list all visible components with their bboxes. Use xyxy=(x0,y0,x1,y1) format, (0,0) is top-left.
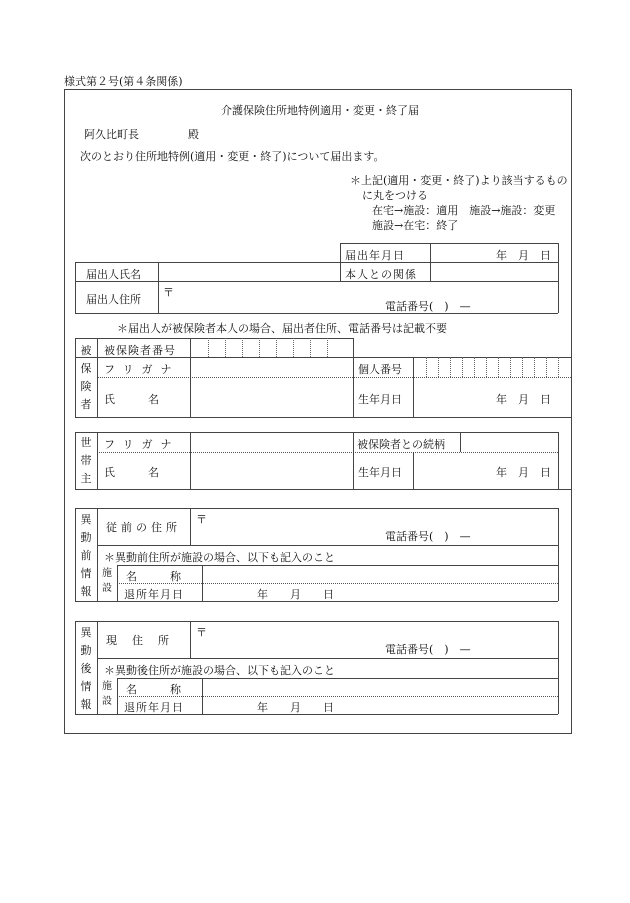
insured-number-field[interactable] xyxy=(192,340,352,356)
householder-side-char: 主 xyxy=(80,472,92,485)
after-facility-name-label: 名 称 xyxy=(126,683,181,696)
after-move-side-label xyxy=(79,624,93,714)
insured-name-field[interactable] xyxy=(192,379,352,415)
applicant-name-field[interactable] xyxy=(160,264,338,280)
insured-side-char: 被 xyxy=(80,344,92,357)
before-move-side-label xyxy=(79,511,93,601)
honorific: 殿 xyxy=(188,128,199,141)
previous-address-label: 従前の住所 xyxy=(106,521,181,534)
insured-birthdate-field[interactable]: 年 月 日 xyxy=(496,393,551,406)
submit-date-field[interactable]: 年 月 日 xyxy=(496,249,551,262)
before-leave-date-label: 退所年月日 xyxy=(124,588,184,601)
after-leave-date-field[interactable]: 年 月 日 xyxy=(257,701,334,714)
after-side-char: 情 xyxy=(80,680,92,693)
householder-relation-label: 被保険者との続柄 xyxy=(357,438,445,451)
householder-furigana-field[interactable] xyxy=(192,434,352,450)
postal-mark: 〒 xyxy=(163,286,174,299)
householder-name-field[interactable] xyxy=(192,454,352,487)
after-facility-label xyxy=(100,679,114,709)
addressee: 阿久比町長 xyxy=(84,128,139,141)
applicant-phone[interactable]: 電話番号( ) — xyxy=(385,300,471,313)
after-phone[interactable]: 電話番号( ) — xyxy=(385,643,471,656)
householder-relation-field[interactable] xyxy=(462,434,556,450)
after-facility-char: 施 xyxy=(102,681,112,692)
before-facility-name-label: 名 称 xyxy=(126,570,181,583)
before-facility-name-field[interactable] xyxy=(204,567,556,582)
after-leave-date-label: 退所年月日 xyxy=(124,701,184,714)
relation-label: 本人との関係 xyxy=(345,268,417,281)
before-side-char: 情 xyxy=(80,567,92,580)
submit-date-label: 届出年月日 xyxy=(345,249,405,262)
householder-birthdate-label: 生年月日 xyxy=(358,466,402,479)
insured-side-char: 険 xyxy=(80,380,92,393)
current-address-field[interactable] xyxy=(208,624,556,656)
before-side-char: 前 xyxy=(80,549,92,562)
before-postal-mark: 〒 xyxy=(196,513,207,526)
before-phone[interactable]: 電話番号( ) — xyxy=(385,530,471,543)
after-side-char: 異 xyxy=(80,626,92,639)
before-side-char: 報 xyxy=(80,585,92,598)
before-side-char: 異 xyxy=(80,513,92,526)
after-facility-name-field[interactable] xyxy=(204,680,556,695)
householder-furigana-label: フリガナ xyxy=(104,438,180,451)
intro-text: 次のとおり住所地特例(適用・変更・終了)について届出ます。 xyxy=(80,150,385,163)
form-title: 介護保険住所地特例適用・変更・終了届 xyxy=(221,104,419,117)
note-end: 施設→在宅：終了 xyxy=(372,219,459,232)
previous-address-field[interactable] xyxy=(208,511,556,543)
relation-field[interactable] xyxy=(432,264,556,280)
householder-name-label: 氏 名 xyxy=(104,466,159,479)
note-mark-instruction: ＊上記(適用・変更・終了)より該当するもの xyxy=(350,174,568,187)
insured-furigana-field[interactable] xyxy=(192,359,352,375)
insured-number-label: 被保険者番号 xyxy=(104,344,176,357)
applicant-address-label: 届出人住所 xyxy=(86,293,141,306)
before-facility-char: 設 xyxy=(102,583,112,594)
note-apply-change: 在宅→施設：適用 施設→施設：変更 xyxy=(372,204,556,217)
form-number: 様式第２号(第４条関係) xyxy=(64,75,183,88)
current-address-label: 現 住 所 xyxy=(106,634,171,647)
note-applicant: ＊届出人が被保険者本人の場合、届出者住所、電話番号は記載不要 xyxy=(117,322,447,335)
before-facility-note: ＊異動前住所が施設の場合、以下も記入のこと xyxy=(104,551,335,564)
before-leave-date-field[interactable]: 年 月 日 xyxy=(257,588,334,601)
householder-birthdate-field[interactable]: 年 月 日 xyxy=(496,466,551,479)
after-facility-note: ＊異動後住所が施設の場合、以下も記入のこと xyxy=(104,664,335,677)
after-side-char: 後 xyxy=(80,662,92,675)
after-facility-char: 設 xyxy=(102,696,112,707)
householder-side-char: 帯 xyxy=(80,454,92,467)
insured-furigana-label: フリガナ xyxy=(104,363,180,376)
note-mark-instruction-2: に丸をつける xyxy=(362,189,428,202)
insured-birthdate-label: 生年月日 xyxy=(358,393,402,406)
applicant-name-label: 届出人氏名 xyxy=(86,268,141,281)
before-facility-char: 施 xyxy=(102,568,112,579)
insured-name-label: 氏 名 xyxy=(104,393,159,406)
before-facility-label xyxy=(100,566,114,596)
householder-side-char: 世 xyxy=(80,436,92,449)
personal-number-label: 個人番号 xyxy=(358,363,402,376)
after-side-char: 報 xyxy=(80,698,92,711)
insured-side-char: 者 xyxy=(80,398,92,411)
insured-side-char: 保 xyxy=(80,362,92,375)
before-side-char: 動 xyxy=(80,531,92,544)
householder-side-label xyxy=(79,434,93,488)
after-postal-mark: 〒 xyxy=(196,626,207,639)
applicant-address-field[interactable] xyxy=(175,284,555,310)
insured-side-label xyxy=(79,342,93,414)
after-side-char: 動 xyxy=(80,644,92,657)
